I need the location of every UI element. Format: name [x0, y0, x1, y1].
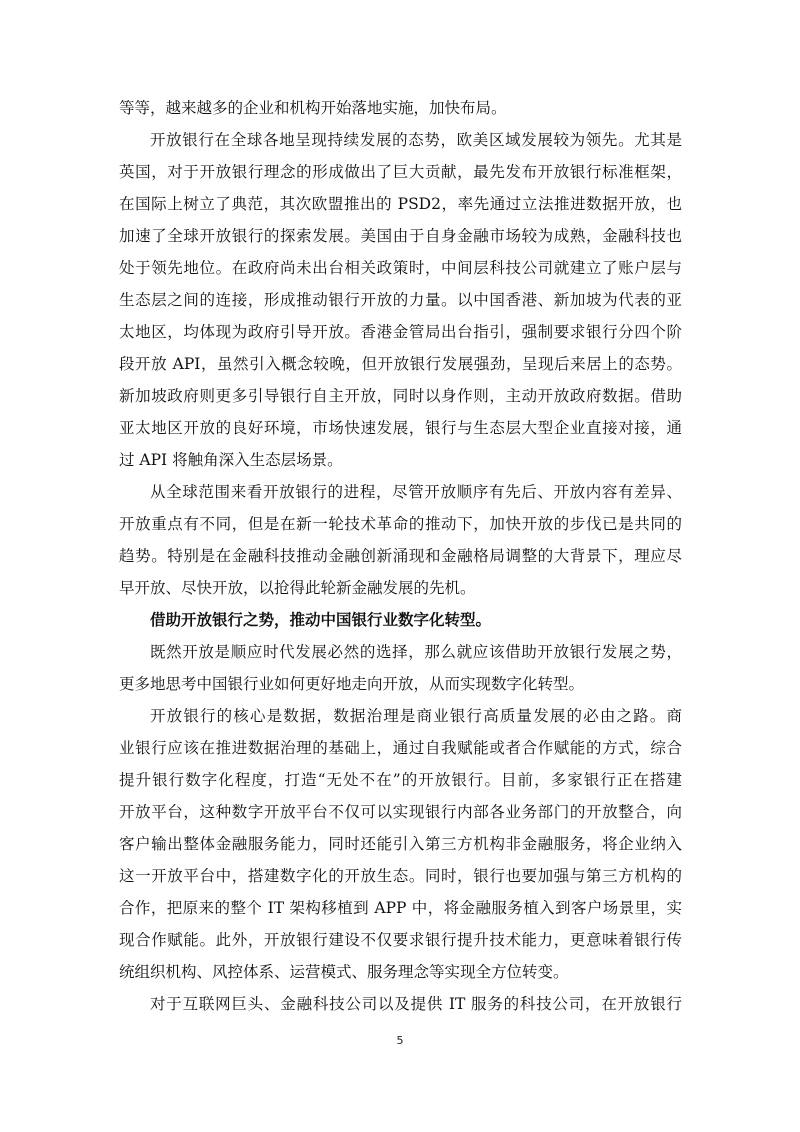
paragraph-line: 更多地思考中国银行业如何更好地走向开放，从而实现数字化转型。	[119, 675, 585, 693]
paragraph-line: 提升银行数字化程度，打造“无处不在”的开放银行。目前，多家银行正在搭建	[119, 771, 682, 789]
paragraph-line: 开放重点有不同，但是在新一轮技术革命的推动下，加快开放的步伐已是共同的	[119, 515, 682, 533]
paragraph-line: 合作，把原来的整个 IT 架构移植到 APP 中，将金融服务植入到客户场景里，实	[119, 899, 682, 917]
paragraph-line: 生态层之间的连接，形成推动银行开放的力量。以中国香港、新加坡为代表的亚	[119, 291, 682, 309]
paragraph-line: 过 API 将触角深入生态层场景。	[119, 451, 343, 469]
paragraph-line: 新加坡政府则更多引导银行自主开放，同时以身作则，主动开放政府数据。借助	[119, 387, 682, 405]
paragraph-line: 太地区，均体现为政府引导开放。香港金管局出台指引，强制要求银行分四个阶	[119, 323, 682, 341]
paragraph-line: 趋势。特别是在金融科技推动金融创新涌现和金融格局调整的大背景下，理应尽	[119, 547, 682, 565]
paragraph-line: 在国际上树立了典范，其次欧盟推出的 PSD2，率先通过立法推进数据开放，也	[119, 195, 682, 213]
paragraph-line: 开放银行在全球各地呈现持续发展的态势，欧美区域发展较为领先。尤其是	[150, 131, 682, 149]
paragraph-line: 统组织机构、风控体系、运营模式、服务理念等实现全方位转变。	[119, 963, 569, 981]
paragraph-line: 现合作赋能。此外，开放银行建设不仅要求银行提升技术能力，更意味着银行传	[119, 931, 682, 949]
paragraph-line: 等等，越来越多的企业和机构开始落地实施，加快布局。	[119, 99, 507, 117]
paragraph-line: 英国，对于开放银行理念的形成做出了巨大贡献，最先发布开放银行标准框架，	[119, 163, 682, 181]
paragraph-line: 这一开放平台中，搭建数字化的开放生态。同时，银行也要加强与第三方机构的	[119, 867, 682, 885]
page-number: 5	[396, 1034, 404, 1047]
paragraph-line: 对于互联网巨头、金融科技公司以及提供 IT 服务的科技公司，在开放银行	[150, 995, 682, 1013]
paragraph-line: 段开放 API，虽然引入概念较晚，但开放银行发展强劲，呈现后来居上的态势。	[119, 355, 682, 373]
paragraph-line: 处于领先地位。在政府尚未出台相关政策时，中间层科技公司就建立了账户层与	[119, 259, 682, 277]
paragraph-line: 开放平台，这种数字开放平台不仅可以实现银行内部各业务部门的开放整合，向	[119, 803, 682, 821]
section-heading: 借助开放银行之势，推动中国银行业数字化转型。	[150, 610, 492, 629]
paragraph-line: 加速了全球开放银行的探索发展。美国由于自身金融市场较为成熟，金融科技也	[119, 227, 682, 245]
paragraph-line: 既然开放是顺应时代发展必然的选择，那么就应该借助开放银行发展之势，	[150, 643, 682, 661]
paragraph-line: 客户输出整体金融服务能力，同时还能引入第三方机构非金融服务，将企业纳入	[119, 835, 682, 853]
paragraph-line: 业银行应该在推进数据治理的基础上，通过自我赋能或者合作赋能的方式，综合	[119, 739, 682, 757]
paragraph-line: 开放银行的核心是数据，数据治理是商业银行高质量发展的必由之路。商	[150, 707, 682, 725]
paragraph-line: 从全球范围来看开放银行的进程，尽管开放顺序有先后、开放内容有差异、	[150, 483, 682, 501]
paragraph-line: 亚太地区开放的良好环境，市场快速发展，银行与生态层大型企业直接对接，通	[119, 419, 682, 437]
paragraph-line: 早开放、尽快开放，以抢得此轮新金融发展的先机。	[119, 579, 476, 597]
body-text	[119, 92, 682, 1020]
